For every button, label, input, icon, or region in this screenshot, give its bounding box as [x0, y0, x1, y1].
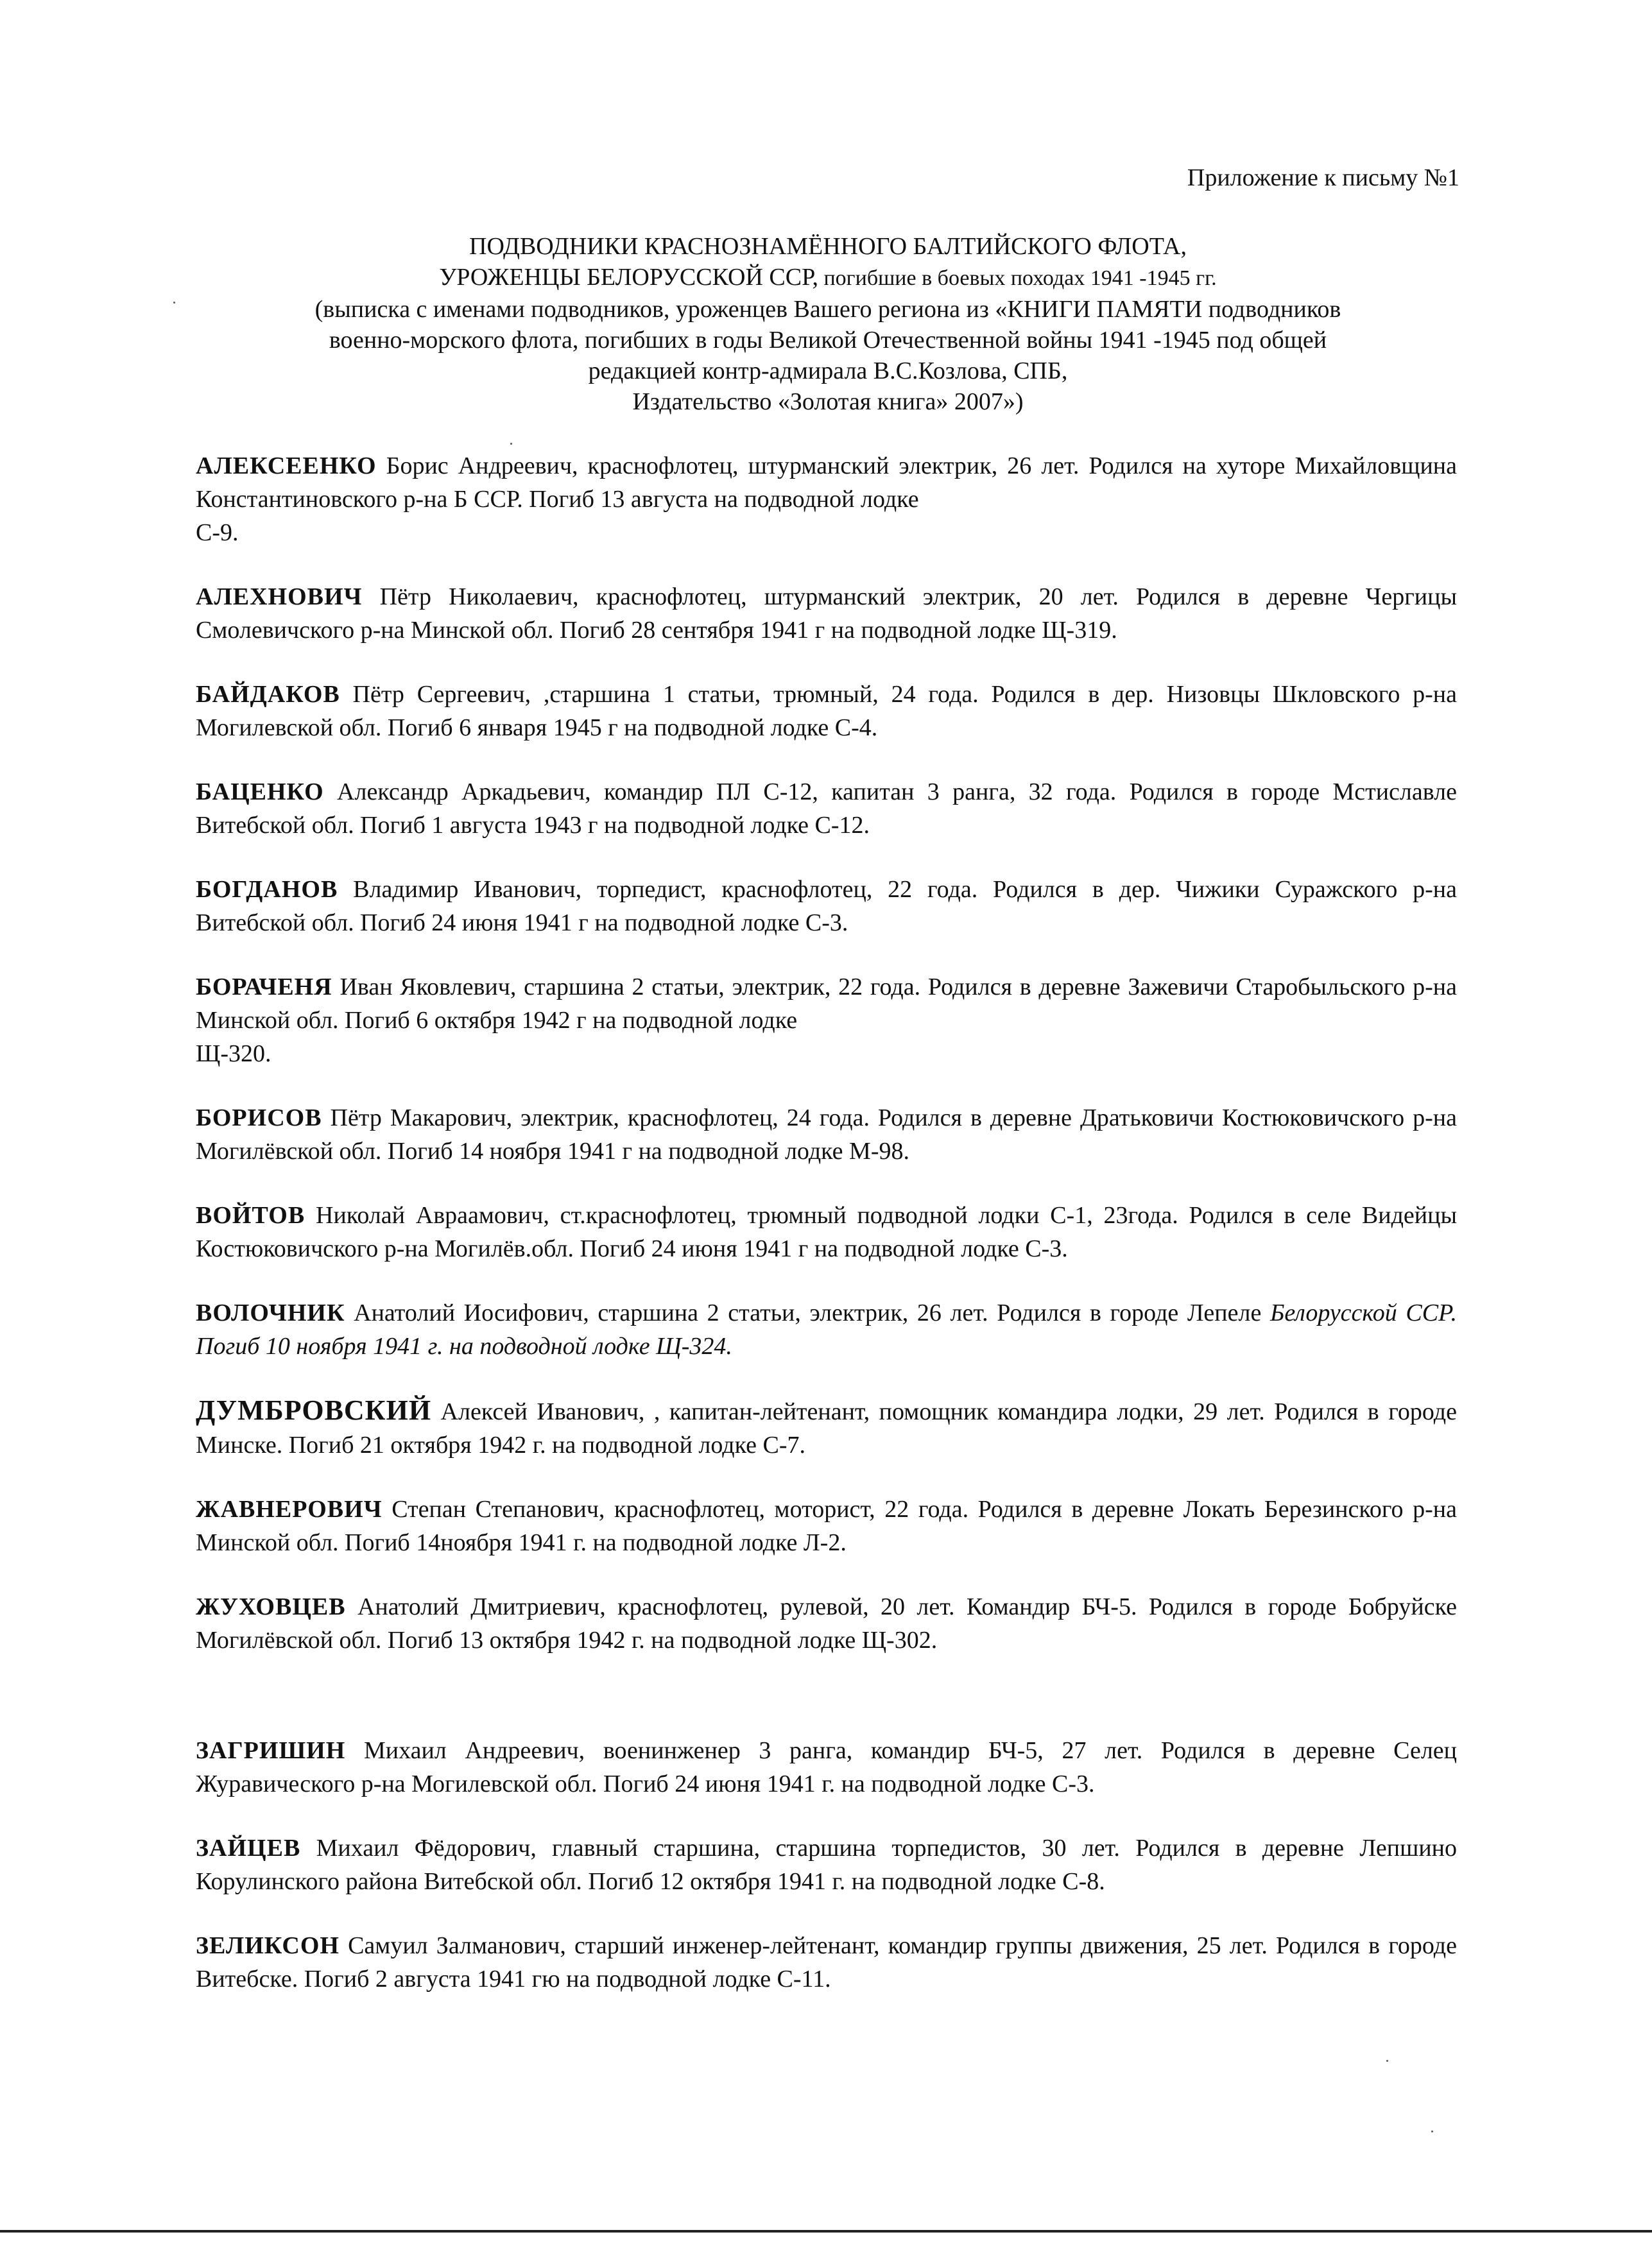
entry-surname: БОРАЧЕНЯ [196, 973, 332, 1000]
entry-surname: БОРИСОВ [196, 1104, 322, 1131]
entry-surname: АЛЕХНОВИЧ [196, 583, 363, 610]
list-item [196, 873, 1457, 939]
entry-surname: ЗАЙЦЕВ [196, 1835, 301, 1862]
entry-surname: БОГДАНОВ [196, 876, 338, 903]
list-item [196, 678, 1457, 744]
title-line-2-main: УРОЖЕНЦЫ БЕЛОРУССКОЙ ССР, [439, 264, 818, 291]
entry-text: Иван Яковлевич, старшина 2 статьи, электрик, 22 года. Родился в деревне Зажевичи Старобыльского р-на Минской обл. Погиб 6 октября 1942 г на подводной лодке [196, 973, 1457, 1034]
list-item [196, 775, 1457, 842]
list-item [196, 1493, 1457, 1559]
entry-text: Пётр Макарович, электрик, краснофлотец, 24 года. Родился в деревне Дратьковичи Костюковичского р-на Могилёвской обл. Погиб 14 ноября 1941 г на подводной лодке М-98. [196, 1104, 1457, 1165]
submariner-list [196, 449, 1457, 2027]
title-line-4: военно-морского флота, погибших в годы Великой Отечественной войны 1941 -1945 под общей [329, 327, 1327, 354]
scan-speck [1386, 2060, 1388, 2062]
entry-text: Александр Аркадьевич, командир ПЛ С-12, капитан 3 ранга, 32 года. Родился в городе Мстиславле Витебской обл. Погиб 1 августа 1943 г на подводной лодке С-12. [196, 778, 1457, 839]
title-line-2 [167, 262, 1489, 294]
entry-surname: БАЦЕНКО [196, 778, 324, 805]
title-line-1: ПОДВОДНИКИ КРАСНОЗНАМЁННОГО БАЛТИЙСКОГО ФЛОТА, [469, 233, 1187, 260]
title-line-6: Издательство «Золотая книга» 2007») [632, 388, 1024, 415]
entry-surname: БАЙДАКОВ [196, 681, 340, 708]
entry-text: Пётр Николаевич, краснофлотец, штурманский электрик, 20 лет. Родился в деревне Чергицы Смолевичского р-на Минской обл. Погиб 28 сентября 1941 г на подводной лодке Щ-319. [196, 583, 1457, 644]
scan-speck [173, 302, 175, 304]
list-item [196, 1590, 1457, 1657]
title-line-2-rest: погибшие в боевых походах 1941 -1945 гг. [818, 266, 1217, 290]
entry-text: Алексей Иванович, , капитан-лейтенант, помощник командира лодки, 29 лет. Родился в городе Минске. Погиб 21 октября 1942 г. на подводной лодке С-7. [196, 1398, 1457, 1459]
entry-surname: ВОЛОЧНИК [196, 1299, 345, 1326]
title-line-5: редакцией контр-адмирала В.С.Козлова, СПБ, [588, 357, 1068, 384]
list-item [196, 1296, 1457, 1363]
entry-text: Анатолий Дмитриевич, краснофлотец, рулевой, 20 лет. Командир БЧ-5. Родился в городе Бобруйске Могилёвской обл. Погиб 13 октября 1942 г. на подводной лодке Щ-302. [196, 1593, 1457, 1654]
entry-text: Михаил Фёдорович, главный старшина, старшина торпедистов, 30 лет. Родился в деревне Лепшино Корулинского района Витебской обл. Погиб 12 октября 1941 г. на подводной лодке С-8. [196, 1835, 1457, 1895]
entry-tail: Щ-320. [196, 1040, 271, 1067]
entry-surname: ЖАВНЕРОВИЧ [196, 1496, 383, 1523]
list-item [196, 580, 1457, 647]
list-item [196, 970, 1457, 1070]
entry-surname: ЖУХОВЦЕВ [196, 1593, 346, 1620]
entry-surname: ЗАГРИШИН [196, 1737, 346, 1764]
page-bottom-edge [0, 2230, 1652, 2233]
scan-speck [510, 443, 512, 445]
entry-text: Михаил Андреевич, военинженер 3 ранга, командир БЧ-5, 27 лет. Родился в деревне Селец Журавического р-на Могилевской обл. Погиб 24 июня 1941 г. на подводной лодке С-3. [196, 1737, 1457, 1797]
entry-text: Анатолий Иосифович, старшина 2 статьи, электрик, 26 лет. Родился в городе Лепеле [345, 1299, 1270, 1326]
list-item [196, 1831, 1457, 1898]
list-item [196, 1199, 1457, 1265]
entry-italic-text: Белорусской ССР. Погиб 10 ноября 1941 г. на подводной лодке Щ-324. [196, 1299, 1457, 1360]
entry-surname: ВОЙТОВ [196, 1202, 305, 1229]
scan-speck [1431, 2130, 1433, 2132]
entry-surname: АЛЕКСЕЕНКО [196, 452, 377, 479]
list-item [196, 1734, 1457, 1801]
list-item [196, 1929, 1457, 1996]
entry-tail: С-9. [196, 519, 239, 546]
list-item [196, 449, 1457, 549]
entry-text: Владимир Иванович, торпедист, краснофлотец, 22 года. Родился в дер. Чижики Суражского р-на Витебской обл. Погиб 24 июня 1941 г на подводной лодке С-3. [196, 876, 1457, 936]
document-title-block [167, 231, 1489, 417]
list-item [196, 1394, 1457, 1462]
entry-text: Самуил Залманович, старший инженер-лейтенант, командир группы движения, 25 лет. Родился в городе Витебске. Погиб 2 августа 1941 гю на подводной лодке С-11. [196, 1932, 1457, 1993]
title-line-3: (выписка с именами подводников, уроженцев Вашего региона из «КНИГИ ПАМЯТИ подводников [314, 296, 1341, 323]
entry-text: Николай Авраамович, ст.краснофлотец, трюмный подводной лодки С-1, 23года. Родился в селе Видейцы Костюковичского р-на Могилёв.обл. Погиб 24 июня 1941 г на подводной лодке С-3. [196, 1202, 1457, 1262]
entry-text: Степан Степанович, краснофлотец, моторист, 22 года. Родился в деревне Локать Березинского р-на Минской обл. Погиб 14ноября 1941 г. на подводной лодке Л-2. [196, 1496, 1457, 1556]
entry-surname: ДУМБРОВСКИЙ [196, 1394, 432, 1426]
entry-text: Борис Андреевич, краснофлотец, штурманский электрик, 26 лет. Родился на хуторе Михайловщина Константиновского р-на Б ССР. Погиб 13 августа на подводной лодке [196, 452, 1457, 513]
attachment-note: Приложение к письму №1 [1187, 164, 1459, 191]
list-item [196, 1101, 1457, 1168]
entry-surname: ЗЕЛИКСОН [196, 1932, 340, 1959]
entry-text: Пётр Сергеевич, ,старшина 1 статьи, трюмный, 24 года. Родился в дер. Низовцы Шкловского р-на Могилевской обл. Погиб 6 января 1945 г на подводной лодке С-4. [196, 681, 1457, 741]
